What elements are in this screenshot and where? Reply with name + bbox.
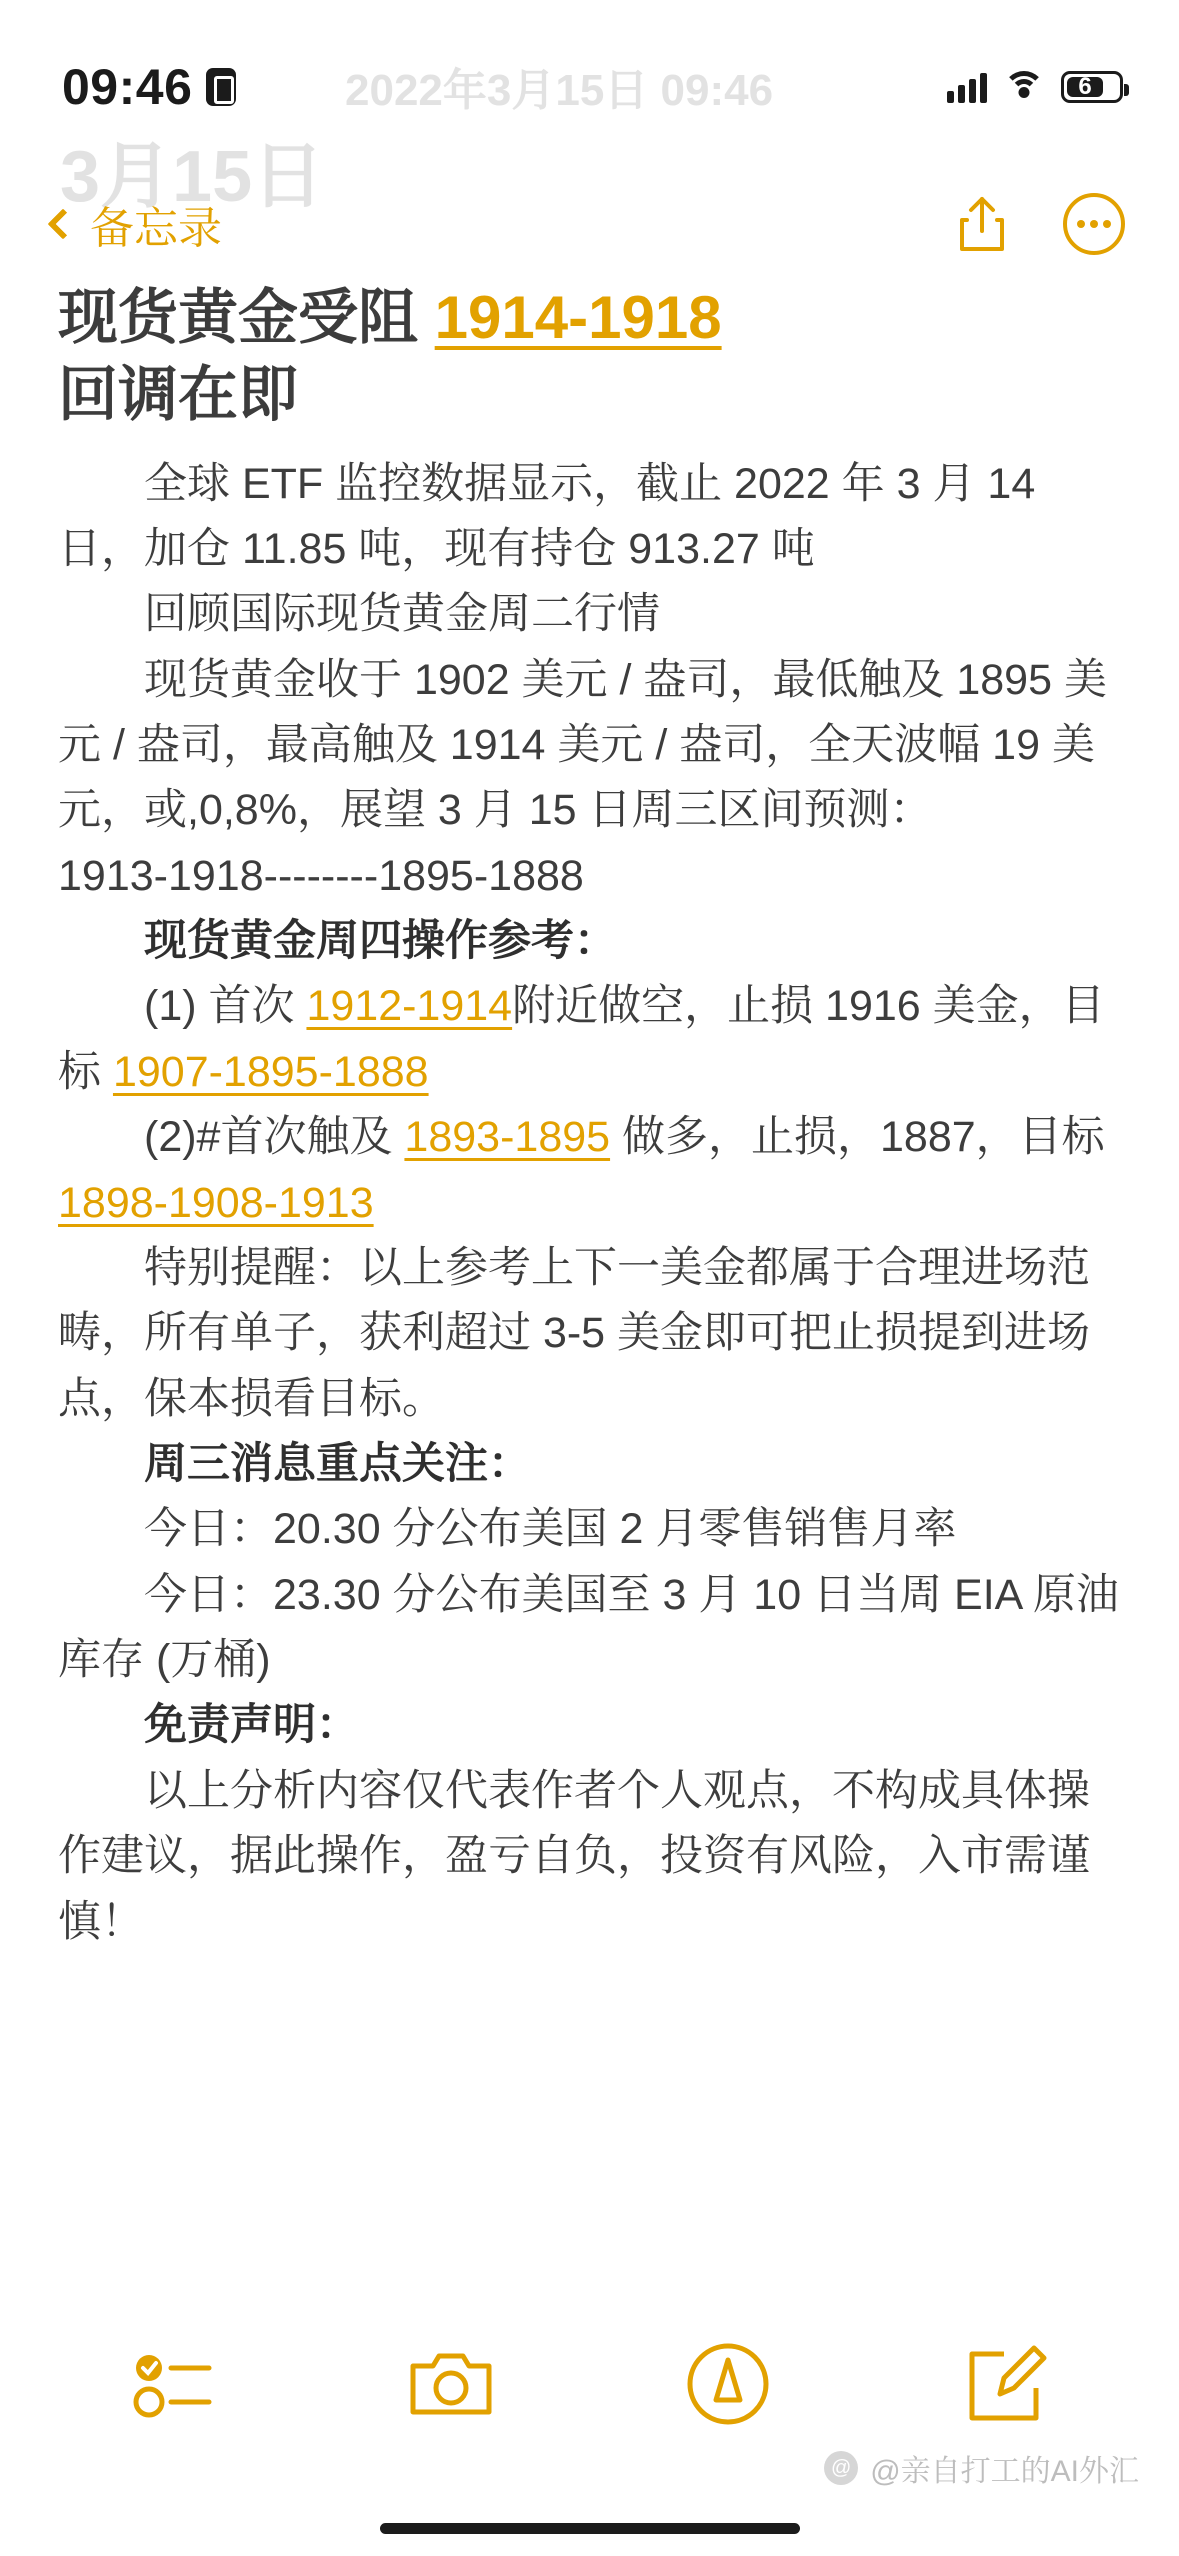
status-bar-left	[62, 58, 236, 116]
ghost-text-date: 2022年3月15日 09:46	[345, 66, 774, 115]
note-title-highlight[interactable]: 1914-1918	[434, 284, 722, 351]
note-text: 做多，止损，1887，目标	[610, 1113, 1105, 1162]
note-paragraph: 今日：20.30 分公布美国 2 月零售销售月率	[144, 1505, 957, 1554]
cellular-signal-icon	[947, 71, 987, 103]
note-text: (1) 首次	[144, 982, 307, 1031]
note-paragraph: 1913-1918--------1895-1888	[58, 851, 584, 900]
note-paragraph: 全球 ETF 监控数据显示，截止 2022 年 3 月 14 日，加仓 11.85 吨，现有持仓 913.27 吨	[58, 459, 1036, 573]
more-ellipsis-icon[interactable]	[1061, 191, 1127, 257]
note-paragraph: 回顾国际现货黄金周二行情	[144, 590, 660, 639]
wifi-icon	[1003, 71, 1045, 103]
back-button-label: 备忘录	[90, 204, 222, 253]
home-indicator	[380, 2523, 800, 2534]
note-content[interactable]	[0, 280, 1179, 1955]
nav-actions	[949, 191, 1127, 257]
checklist-icon[interactable]	[127, 2338, 219, 2430]
note-paragraph	[58, 974, 1121, 1105]
status-bar-right	[947, 71, 1123, 103]
location-arrow-icon	[206, 68, 236, 106]
back-button[interactable]	[52, 192, 222, 256]
note-title	[58, 280, 1121, 434]
note-paragraph: 现货黄金周四操作参考：	[144, 917, 617, 966]
camera-icon[interactable]	[405, 2338, 497, 2430]
note-paragraph	[58, 1105, 1121, 1236]
note-text: 附近做空，止损 1916 美金，目标	[58, 982, 1105, 1096]
compose-icon[interactable]	[960, 2338, 1052, 2430]
note-link[interactable]: 1898-1908-1913	[58, 1178, 374, 1227]
note-text: (2)#首次触及	[144, 1113, 405, 1162]
note-paragraph: 以上分析内容仅代表作者个人观点，不构成具体操作建议，据此操作，盈亏自负，投资有风险，入市需谨慎！	[58, 1766, 1090, 1946]
chevron-left-icon	[47, 208, 78, 239]
share-icon[interactable]	[949, 191, 1015, 257]
note-body	[58, 452, 1121, 1955]
note-link[interactable]: 1893-1895	[404, 1113, 611, 1162]
note-paragraph: 现货黄金收于 1902 美元 / 盎司，最低触及 1895 美元 / 盎司，最高触及 1914 美元 / 盎司，全天波幅 19 美元，或,0,8%，展望 3 月 15 日周三区间预测：	[58, 655, 1107, 835]
battery-icon	[1061, 71, 1123, 103]
watermark	[824, 2446, 1139, 2490]
ghost-text-day: 3月15日	[60, 137, 325, 217]
note-toolbar	[0, 2324, 1179, 2444]
note-link[interactable]: 1912-1914	[306, 982, 513, 1031]
battery-level: 6	[1078, 73, 1092, 100]
note-title-part1: 现货黄金受阻	[58, 284, 435, 351]
note-link[interactable]: 1907-1895-1888	[112, 1047, 429, 1096]
watermark-text: @亲自打工的AI外汇	[870, 2455, 1139, 2488]
note-paragraph: 今日：23.30 分公布美国至 3 月 10 日当周 EIA 原油库存 (万桶)	[58, 1570, 1119, 1685]
note-title-part2: 回调在即	[58, 360, 298, 428]
status-bar	[0, 0, 1179, 130]
status-time: 09:46	[62, 59, 193, 115]
watermark-avatar-icon: @	[824, 2451, 858, 2485]
note-paragraph: 周三消息重点关注：	[144, 1439, 531, 1488]
note-paragraph: 特别提醒：以上参考上下一美金都属于合理进场范畴，所有单子，获利超过 3-5 美金即可把止损提到进场点，保本损看目标。	[58, 1243, 1091, 1423]
markup-pen-icon[interactable]	[682, 2338, 774, 2430]
note-paragraph: 免责声明：	[144, 1701, 359, 1750]
navigation-bar	[0, 178, 1179, 270]
